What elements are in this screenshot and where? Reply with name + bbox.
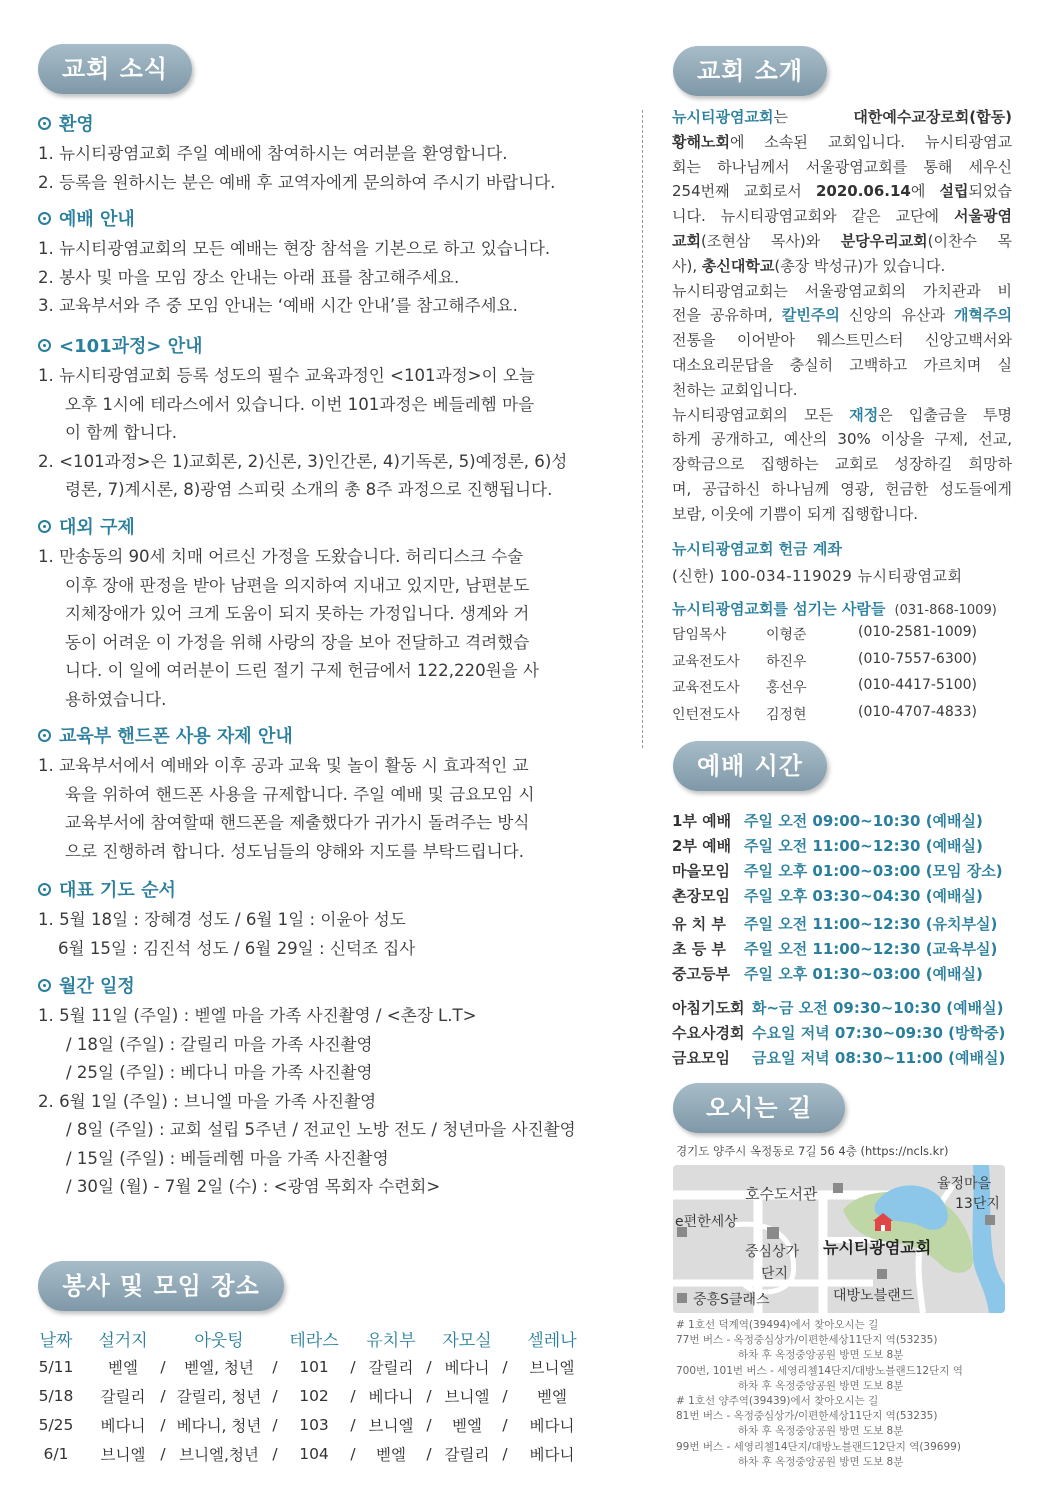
staff-title [672,598,997,619]
table-cell: 102 [299,1386,329,1405]
news-section [38,205,613,321]
news-section-heading [38,513,613,539]
staff-name: 하진우 [766,653,807,670]
news-line: 2. <101과정>은 1)교회론, 2)신론, 3)인간론, 4)기독론, 5)예정론, 6)성 [38,451,568,471]
news-line: 1. 뉴시티광염교회의 모든 예배는 현장 참석을 기본으로 하고 있습니다. [38,239,551,258]
worship-time: 주일 오후 01:00~03:00 (모임 장소) [744,862,1003,880]
cell-separator: / [426,1386,432,1405]
table-row [38,1439,590,1468]
directions-line: 하차 후 옥정중앙공원 방면 도보 8분 [738,1349,904,1362]
worship-name: 2부 예배 [672,837,732,855]
news-section [38,110,613,197]
news-section-heading [38,972,613,998]
table-cell: 5/11 [38,1357,74,1376]
news-section [38,332,613,505]
col-outing: 아웃팅 [194,1330,244,1351]
news-line: 1. 5월 18일 : 장혜경 성도 / 6월 1일 : 이윤아 성도 [38,910,406,929]
table-cell: 브니엘,청년 [179,1445,259,1464]
worship-row [672,835,983,856]
news-section-heading-text: 환영 [59,114,94,135]
worship-row [672,963,983,984]
table-cell: 갈릴리 [444,1445,490,1464]
cell-separator: / [426,1444,432,1463]
table-cell: 벧엘 [537,1387,567,1406]
news-section-heading [38,876,613,902]
directions-line: 81번 버스 - 옥정중심상가/이편한세상11단지 역(53235) [676,1410,938,1423]
col-dishes: 설거지 [98,1330,148,1351]
worship-row [672,913,997,934]
map-label-center2: 단지 [761,1266,789,1282]
circle-bullet-icon [38,520,51,533]
cell-separator [74,1352,92,1381]
table-cell: 갈릴리, 청년 [176,1387,262,1406]
table-cell: 벧엘 [108,1358,138,1377]
map-label-center: 중심상가 [745,1244,800,1260]
intro-text-segment: 하게 공개하고, 예산의 30% 이상을 구제, 선교, [672,430,1012,449]
worship-row [672,885,983,906]
cell-separator: / [502,1444,508,1463]
worship-row [672,1022,1005,1043]
cell-separator [74,1439,92,1468]
intro-text-segment: 2020.06.14 [815,182,911,201]
intro-line [672,353,1012,378]
table-cell: 104 [299,1444,329,1463]
news-section-heading-text: 대외 구제 [59,517,135,538]
column-divider [642,110,643,748]
intro-line [672,155,1012,180]
map-label-apt-b: 13단지 [955,1196,1000,1212]
news-line: / 30일 (월) - 7월 2일 (수) : <광염 목회자 수련회> [66,1177,441,1196]
map-label-mart: e편한세상 [675,1214,738,1230]
directions-line: 77번 버스 - 옥정중심상가/이편한세상11단지 역(53235) [676,1334,938,1347]
news-section-heading-text: <101과정> 안내 [59,336,203,357]
news-line: 3. 교육부서와 주 중 모임 안내는 ‘예배 시간 안내’를 참고해주세요. [38,296,518,315]
cell-separator: / [426,1357,432,1376]
intro-text-segment: 회는 하나님께서 서울광염교회를 통해 세우신 [672,157,1012,176]
cell-separator: / [272,1444,278,1463]
table-cell: 벧엘 [376,1445,406,1464]
directions-title: 오시는 길 [673,1083,845,1133]
cell-separator: / [160,1444,166,1463]
intro-text-segment: 교회 [672,231,701,250]
directions-line: 하차 후 옥정중앙공원 방면 도보 8분 [738,1379,904,1392]
table-cell: 베다니, 청년 [176,1416,262,1435]
worship-name: 유 치 부 [672,915,726,933]
worship-row [672,938,997,959]
intro-line [672,303,1012,328]
table-cell: 브니엘 [529,1358,575,1377]
news-line: / 18일 (주일) : 갈릴리 마을 가족 사진촬영 [66,1034,373,1054]
map-label-library: 호수도서관 [745,1185,818,1203]
table-row [38,1352,590,1381]
news-line: 1. 뉴시티광염교회 등록 성도의 필수 교육과정인 <101과정>이 오늘 [38,366,535,385]
intro-text-segment: 뉴시티광염교회 [672,108,774,126]
worship-name: 수요사경회 [672,1024,745,1042]
intro-line [672,279,1012,304]
intro-line [672,502,1012,527]
news-line: / 25일 (주일) : 베다니 마을 가족 사진촬영 [66,1063,373,1082]
service-schedule-table [38,1324,590,1468]
intro-text-segment: 뉴시티광염교회의 모든 [672,405,850,424]
table-cell: 베다니 [444,1358,490,1377]
intro-line [672,130,1012,155]
staff-office-phone: (031-868-1009) [894,603,997,618]
worship-time: 주일 오전 11:00~12:30 (교육부실) [744,940,998,958]
news-section-heading [38,722,613,748]
directions-line: 하차 후 옥정중앙공원 방면 도보 8분 [738,1455,904,1468]
intro-text-segment: 총신대학교 [701,256,775,275]
worship-name: 중고등부 [672,965,730,983]
news-line: 용하였습니다. [65,689,167,709]
intro-line [672,229,1012,254]
news-section-heading [38,332,613,358]
worship-time: 주일 오후 01:30~03:00 (예배실) [744,965,983,983]
table-cell: 베다니 [529,1416,575,1435]
news-line: / 8일 (주일) : 교회 설립 5주년 / 전교인 노방 전도 / 청년마을 사진촬영 [66,1120,576,1139]
cell-separator: / [350,1415,356,1434]
church-news-title: 교회 소식 [38,44,192,94]
map-label-church: 뉴시티광염교회 [823,1238,932,1257]
circle-bullet-icon [38,212,51,225]
news-section-heading-text: 대표 기도 순서 [59,880,176,901]
cell-separator: / [502,1357,508,1376]
circle-bullet-icon [38,979,51,992]
table-cell: 101 [299,1357,329,1376]
intro-text-segment: 전을 공유하며, [672,306,782,325]
staff-phone: (010-4417-5100) [858,677,978,693]
cell-separator: / [502,1415,508,1434]
cell-separator: / [350,1357,356,1376]
directions-line: # 1호선 덕계역(39494)에서 찾아오시는 길 [676,1319,879,1331]
circle-bullet-icon [38,339,51,352]
directions-line: 99번 버스 - 세영리첼14단지/대방노블랜드12단지 역(39699) [676,1440,961,1453]
intro-text-segment: 개혁주의 [954,306,1012,325]
news-line: 2. 등록을 원하시는 분은 예배 후 교역자에게 문의하여 주시기 바랍니다. [38,172,556,192]
cell-separator: / [160,1357,166,1376]
news-line: 교육부서에 참여할때 핸드폰을 제출했다가 귀가시 돌려주는 방식 [65,813,530,832]
map-label-apt: 율정마을 [937,1176,992,1192]
col-kinder: 유치부 [366,1330,416,1351]
news-section [38,876,613,963]
cell-separator: / [350,1386,356,1405]
intro-line [672,427,1012,452]
news-line: 지체장애가 있어 크게 도움이 되지 못하는 가정입니다. 생계와 거 [65,604,530,623]
directions-text [676,1318,963,1470]
staff-title-text: 뉴시티광염교회를 섬기는 사람들 [672,600,886,618]
intro-text-segment: 에 [910,182,940,201]
intro-line [672,105,1012,130]
table-cell: 6/1 [43,1444,69,1463]
news-line: 동이 어려운 이 가정을 위해 사랑의 장을 보아 전달하고 격려했습 [65,632,530,652]
staff-name: 김정현 [766,706,807,723]
intro-line [672,378,1012,403]
intro-text-segment: 천하는 교회입니다. [672,380,798,399]
circle-bullet-icon [38,117,51,130]
cell-separator: / [160,1386,166,1405]
account-title: 뉴시티광염교회 헌금 계좌 [672,540,842,558]
intro-text-segment: 254번째 교회로서 [672,182,816,201]
worship-name: 마을모임 [672,862,730,880]
directions-line: 하차 후 옥정중앙공원 방면 도보 8분 [738,1425,904,1438]
news-line: 이 함께 합니다. [65,423,178,442]
news-section-heading-text: 교육부 핸드폰 사용 자제 안내 [59,726,293,747]
table-cell: 5/18 [38,1386,74,1405]
staff-role: 담임목사 [672,627,727,643]
table-header-row [38,1324,590,1352]
intro-text-segment: 는 [773,108,854,126]
staff-name: 이형준 [766,627,807,643]
intro-text-segment: 니다. 뉴시티광염교회와 같은 교단에 [672,207,955,226]
worship-time: 주일 오후 03:30~04:30 (예배실) [744,887,983,905]
worship-time: 화~금 오전 09:30~10:30 (예배실) [752,999,1004,1017]
table-cell: 103 [299,1415,329,1434]
cell-separator: / [502,1386,508,1405]
table-row [38,1381,590,1410]
intro-text-segment: 사), [672,256,702,275]
staff-role: 인턴전도사 [672,706,740,723]
staff-role: 교육전도사 [672,653,740,670]
worship-name: 아침기도회 [672,999,745,1017]
table-cell: 베다니 [529,1445,575,1464]
worship-name: 금요모임 [672,1049,730,1067]
intro-text-segment: 에 소속된 교회입니다. 뉴시티광염교 [729,132,1012,151]
table-cell: 브니엘 [100,1445,146,1464]
worship-name: 촌장모임 [672,887,730,905]
worship-name: 초 등 부 [672,940,726,958]
news-line: 1. 5월 11일 (주일) : 벧엘 마을 가족 사진촬영 / <촌장 L.T> [38,1006,477,1025]
news-line: 1. 뉴시티광염교회 주일 예배에 참여하시는 여러분을 환영합니다. [38,144,508,163]
staff-role: 교육전도사 [672,680,740,696]
intro-text-segment: 칼빈주의 [781,306,840,325]
cell-separator: / [426,1415,432,1434]
col-selena: 셀레나 [527,1330,577,1351]
worship-time: 주일 오전 11:00~12:30 (예배실) [744,837,983,855]
cell-separator: / [272,1415,278,1434]
table-cell: 베다니 [368,1387,414,1406]
table-cell: 벧엘 [452,1416,482,1435]
table-cell: 갈릴리 [100,1387,146,1406]
worship-time: 주일 오전 11:00~12:30 (유치부실) [744,915,998,933]
staff-phone: (010-2581-1009) [858,624,978,640]
news-line: 1. 교육부서에서 예배와 이후 공과 교육 및 놀이 활동 시 효과적인 교 [38,756,529,775]
worship-time-title: 예배 시간 [673,741,827,791]
staff-phone: (010-7557-6300) [858,650,978,667]
news-line: 육을 위하여 핸드폰 사용을 규제합니다. 주일 예배 및 금요모임 시 [65,784,535,804]
intro-line [672,254,1012,279]
intro-text-segment: 장학금으로 집행하는 교회로 성장하길 희망하 [672,455,1012,474]
col-date: 날짜 [39,1330,73,1351]
intro-line [672,452,1012,477]
cell-separator: / [272,1357,278,1376]
intro-text-segment: 보람, 이웃에 기쁨이 되게 집행합니다. [672,504,918,523]
intro-line [672,204,1012,229]
intro-line [672,328,1012,353]
news-line: 오후 1시에 테라스에서 있습니다. 이번 101과정은 베들레헴 마을 [65,394,535,414]
news-line: 2. 6월 1일 (주일) : 브니엘 마을 가족 사진촬영 [38,1091,377,1111]
worship-row [672,860,1003,881]
news-section [38,722,613,866]
cell-separator [74,1410,92,1439]
news-section [38,972,613,1202]
table-cell: 베다니 [100,1416,146,1435]
directions-line: # 1호선 양주역(39439)에서 찾아오시는 길 [676,1395,879,1408]
intro-text-segment: 전통을 이어받아 웨스트민스터 신앙고백서와 [672,331,1012,350]
intro-text-segment: 은 입출금을 투명 [878,405,1013,424]
table-row [38,1410,590,1439]
table-cell: 브니엘 [368,1416,414,1435]
news-line: 니다. 이 일에 여러분이 드린 절기 구제 헌금에서 122,220원을 사 [65,661,540,680]
intro-text-segment: (총장 박성규)가 있습니다. [774,256,946,275]
news-section [38,513,613,714]
circle-bullet-icon [38,883,51,896]
cell-separator [74,1381,92,1410]
intro-text-segment: 되었습 [968,182,1013,201]
intro-line [672,179,1012,204]
intro-line [672,477,1012,502]
intro-text-segment: 재정 [849,405,879,424]
news-line: 6월 15일 : 김진석 성도 / 6월 29일 : 신덕조 집사 [58,938,416,958]
intro-text-segment: 대소요리문답을 충실히 고백하고 가르치며 실 [672,355,1012,374]
intro-text-segment: 뉴시티광염교회는 서울광염교회의 가치관과 비 [672,281,1012,300]
service-place-title: 봉사 및 모임 장소 [38,1261,284,1311]
directions-line: 700번, 101번 버스 - 세영리첼14단지/대방노블랜드12단지 역 [676,1364,963,1377]
news-section-heading [38,205,613,231]
intro-text-segment: 며, 공급하신 하나님께 영광, 헌금한 성도들에게 [672,479,1012,498]
cell-separator: / [160,1415,166,1434]
news-section-heading [38,110,613,136]
intro-text-segment: (조현삼 목사)와 [700,231,841,250]
location-map [673,1165,1005,1313]
news-section-heading-text: 월간 일정 [59,976,135,997]
col-mothers: 자모실 [442,1330,492,1351]
news-line: / 15일 (주일) : 베들레헴 마을 가족 사진촬영 [66,1148,389,1168]
map-label-school: 중흥S클래스 [693,1292,770,1308]
account-number: (신한) 100-034-119029 뉴시티광염교회 [672,567,963,585]
intro-text-segment: 설립 [939,182,969,201]
worship-name: 1부 예배 [672,812,732,830]
table-cell: 브니엘 [444,1387,490,1406]
circle-bullet-icon [38,729,51,742]
church-address: 경기도 양주시 옥정동로 7길 56 4층 (https://ncls.kr) [676,1144,949,1158]
intro-text-segment: 신앙의 유산과 [839,306,955,325]
news-line: 령론, 7)계시론, 8)광염 스피릿 소개의 총 8주 과정으로 진행됩니다. [65,480,553,499]
worship-row [672,810,983,831]
news-section-heading-text: 예배 안내 [59,209,135,230]
staff-name: 홍선우 [766,680,807,696]
worship-row [672,1047,1005,1068]
table-cell: 5/25 [38,1415,74,1434]
news-line: 2. 봉사 및 마을 모임 장소 안내는 아래 표를 참고해주세요. [38,267,460,287]
intro-text-segment: 황해노회 [672,132,730,151]
intro-line [672,403,1012,428]
intro-text-segment: 분당우리교회 [840,231,928,250]
intro-text-segment: (이찬수 목 [927,231,1012,250]
church-intro-text [672,105,1012,527]
col-terrace: 테라스 [289,1330,339,1351]
cell-separator: / [350,1444,356,1463]
table-cell: 갈릴리 [368,1358,414,1377]
worship-time: 금요일 저녁 08:30~11:00 (예배실) [752,1049,1006,1067]
cell-separator: / [272,1386,278,1405]
news-line: 으로 진행하려 합니다. 성도님들의 양해와 지도를 부탁드립니다. [65,841,524,861]
worship-time: 주일 오전 09:00~10:30 (예배실) [744,812,983,830]
map-label-land: 대방노블랜드 [833,1288,915,1304]
worship-time: 수요일 저녁 07:30~09:30 (방학중) [752,1024,1006,1042]
worship-row [672,997,1003,1018]
news-line: 이후 장애 판정을 받아 남편을 의지하여 지내고 있지만, 남편분도 [65,575,530,595]
table-cell: 벧엘, 청년 [184,1358,254,1377]
news-line: 1. 만송동의 90세 치매 어르신 가정을 도왔습니다. 허리디스크 수술 [38,547,524,566]
intro-text-segment: 대한예수교장로회(합동) [853,108,1012,126]
intro-text-segment: 서울광염 [954,207,1012,226]
staff-phone: (010-4707-4833) [858,703,978,720]
church-intro-title: 교회 소개 [673,46,827,96]
